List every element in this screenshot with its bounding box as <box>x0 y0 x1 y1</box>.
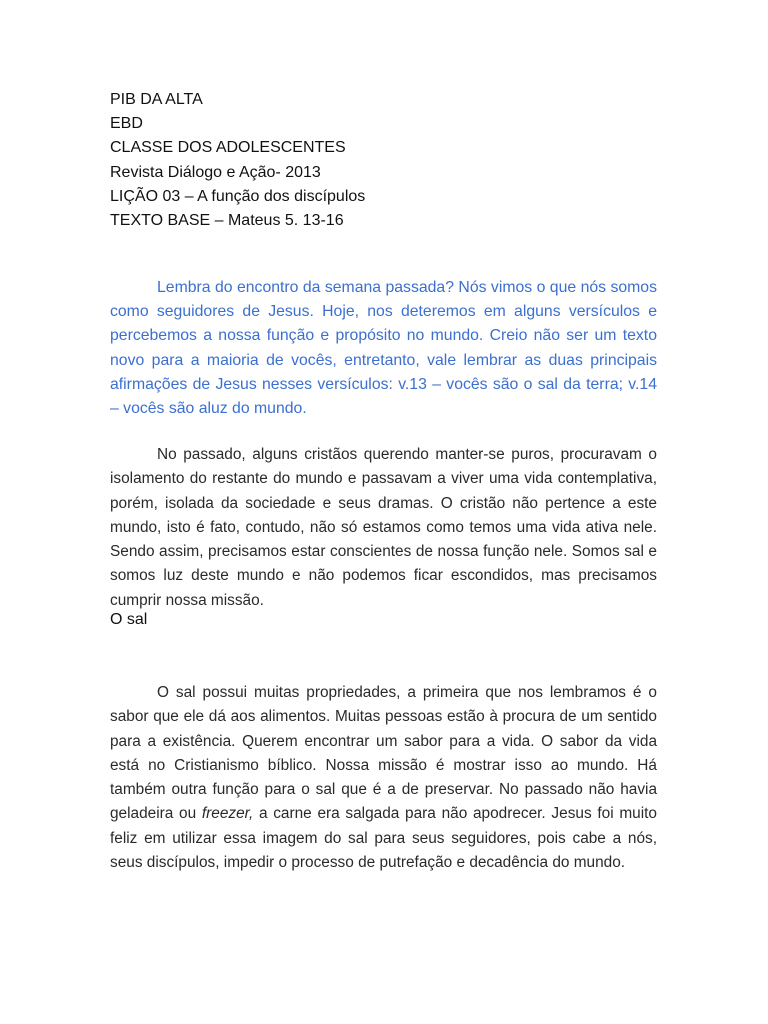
lesson-title: LIÇÃO 03 – A função dos discípulos <box>110 187 366 205</box>
base-text: TEXTO BASE – Mateus 5. 13-16 <box>110 212 344 230</box>
second-block <box>110 443 657 613</box>
church-name: PIB DA ALTA <box>110 91 203 108</box>
intro-paragraph: Lembra do encontro da semana passada? Nós vimos o que nós somos como seguidores de Jesus. Hoje, nos deteremos em alguns versículos e percebemos a nossa função e propósito no mundo. Creio não ser um texto novo para a maioria de vocês, entretanto, vale lembrar as duas principais afirmações de Jesus nesses versículos: v.13 – vocês são o sal da terra; v.14 – vocês são aluz do mundo. <box>110 279 657 418</box>
document-header <box>110 88 670 233</box>
sal-text-start: O sal possui muitas propriedades, a primeira que nos lembramos é o sabor que ele dá aos alimentos. Muitas pessoas estão à procura de um sentido para a existência. Querem encontrar um sabor para a vida. O sabor da vida está no Cristianismo bíblico. Nossa missão é mostrar isso ao mundo. Há também outra função para o sal que é a de preservar. No passado não havia geladeira ou <box>110 684 657 823</box>
freezer-italic: freezer, <box>201 805 254 823</box>
sal-paragraph <box>110 681 657 875</box>
school-name: EBD <box>110 115 143 133</box>
second-paragraph: No passado, alguns cristãos querendo manter-se puros, procuravam o isolamento do restante do mundo e passavam a viver uma vida contemplativa, porém, isolada da sociedade e seus dramas. O cristão não pertence a este mundo, isto é fato, contudo, não só estamos como temos uma vida ativa nele. Sendo assim, precisamos estar conscientes de nossa função nele. Somos sal e somos luz deste mundo e não podemos ficar escondidos, mas precisamos cumprir nossa missão. <box>110 446 657 609</box>
section-title-o-sal: O sal <box>110 611 148 628</box>
class-name: CLASSE DOS ADOLESCENTES <box>110 139 346 157</box>
magazine-name: Revista Diálogo e Ação- 2013 <box>110 163 321 181</box>
sal-text-end: a carne era salgada para não apodrecer. Jesus foi muito feliz em utilizar essa imagem do sal para seus seguidores, pois cabe a nós, seus discípulos, impedir o processo de putrefação e decadência do mundo. <box>110 805 657 872</box>
intro-block <box>110 276 657 421</box>
sal-block <box>110 681 657 875</box>
